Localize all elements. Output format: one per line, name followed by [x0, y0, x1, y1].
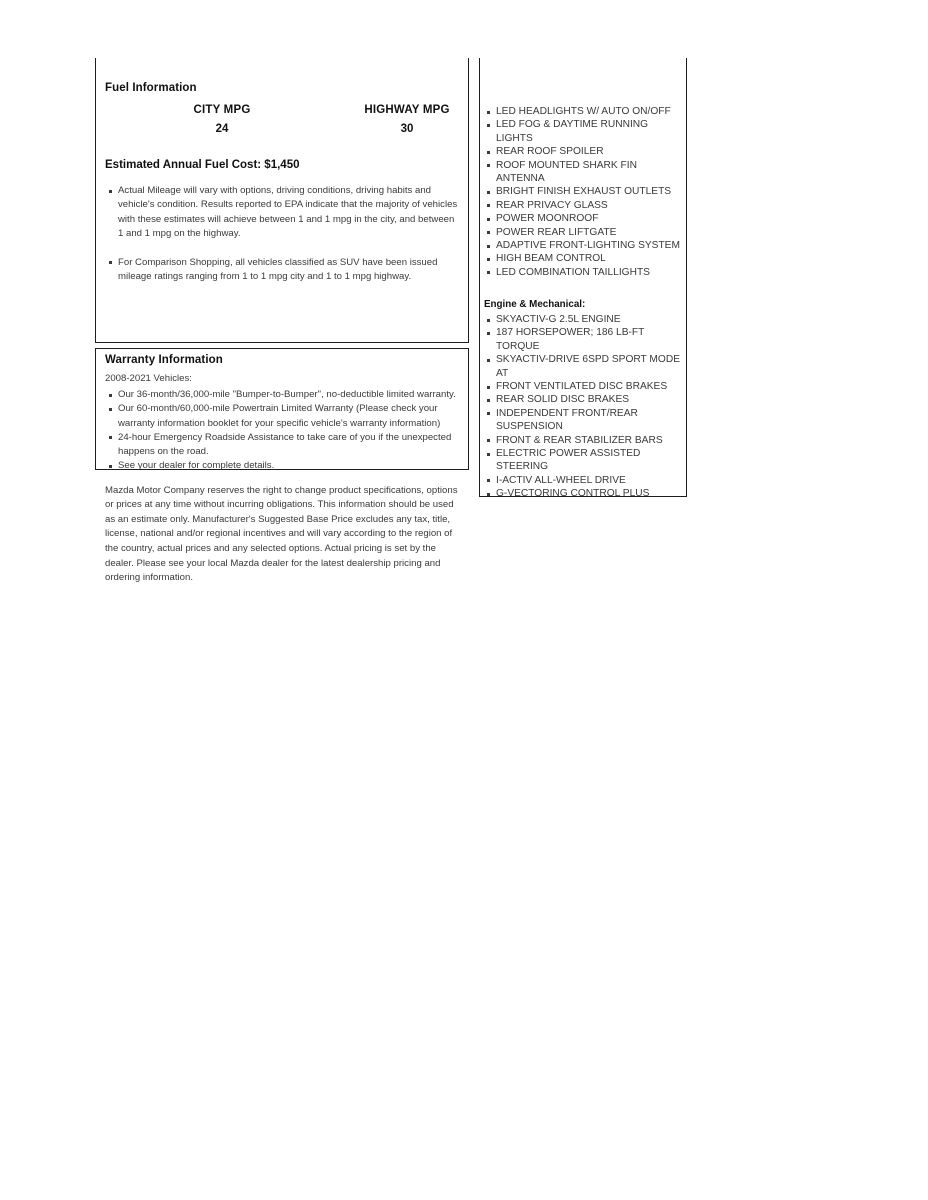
list-item: See your dealer for complete details.	[109, 459, 461, 473]
list-item: LED FOG & DAYTIME RUNNING LIGHTS	[487, 118, 683, 145]
list-item: Our 36-month/36,000-mile "Bumper-to-Bumper", no-deductible limited warranty.	[109, 388, 461, 402]
list-item: Our 60-month/60,000-mile Powertrain Limited Warranty (Please check your warranty information booklet for your specific vehicle's warranty information)	[109, 402, 461, 431]
list-item: REAR PRIVACY GLASS	[487, 199, 683, 212]
city-mpg-cell	[142, 104, 302, 135]
highway-mpg-label: HIGHWAY MPG	[364, 104, 450, 116]
engine-mechanical-list	[487, 313, 683, 501]
engine-mechanical-heading: Engine & Mechanical:	[484, 299, 586, 310]
features-panel	[479, 58, 687, 500]
list-item: ROOF MOUNTED SHARK FIN ANTENNA	[487, 159, 683, 186]
fuel-notes-list	[109, 184, 461, 298]
list-item: LED HEADLIGHTS W/ AUTO ON/OFF	[487, 105, 683, 118]
list-item: 24-hour Emergency Roadside Assistance to take care of you if the unexpected happens on the road.	[109, 431, 461, 460]
list-item: LED COMBINATION TAILLIGHTS	[487, 266, 683, 279]
warranty-intro-text: 2008-2021 Vehicles:	[105, 373, 192, 384]
list-item: REAR ROOF SPOILER	[487, 145, 683, 158]
list-item: FRONT VENTILATED DISC BRAKES	[487, 380, 683, 393]
fuel-information-panel	[95, 58, 469, 343]
fuel-information-heading: Fuel Information	[105, 82, 197, 94]
list-item: BRIGHT FINISH EXHAUST OUTLETS	[487, 185, 683, 198]
list-item: HIGH BEAM CONTROL	[487, 252, 683, 265]
list-item: REAR SOLID DISC BRAKES	[487, 393, 683, 406]
list-item: Actual Mileage will vary with options, driving conditions, driving habits and vehicle's condition. Results reported to EPA indicate that the majority of vehicles with these estimates will achieve between 1 and 1 mpg in the city, and between 1 and 1 mpg on the highway.	[109, 184, 461, 242]
legal-disclaimer-text: Mazda Motor Company reserves the right to change product specifications, options or prices at any time without incurring obligations. This information should be used as an estimate only. Manufacturer's Suggested Base Price excludes any tax, title, license, national and/or regional incentives and will vary according to the region of the country, actual prices and any selected options. Actual pricing is set by the dealer. Please see your local Mazda dealer for the latest dealership pricing and ordering information.	[105, 484, 458, 584]
list-item: I-ACTIV ALL-WHEEL DRIVE	[487, 474, 683, 487]
list-item: ADAPTIVE FRONT-LIGHTING SYSTEM	[487, 239, 683, 252]
city-mpg-label: CITY MPG	[193, 104, 251, 116]
warranty-information-heading: Warranty Information	[105, 354, 223, 366]
list-item: INDEPENDENT FRONT/REAR SUSPENSION	[487, 407, 683, 434]
highway-mpg-cell	[327, 104, 487, 135]
warranty-information-panel	[95, 348, 469, 470]
exterior-features-list	[487, 105, 683, 279]
city-mpg-value: 24	[215, 123, 229, 135]
warranty-items-list	[109, 388, 461, 474]
list-item: POWER MOONROOF	[487, 212, 683, 225]
list-item: POWER REAR LIFTGATE	[487, 226, 683, 239]
list-item: ELECTRIC POWER ASSISTED STEERING	[487, 447, 683, 474]
list-item: 187 HORSEPOWER; 186 LB-FT TORQUE	[487, 326, 683, 353]
highway-mpg-value: 30	[400, 123, 414, 135]
list-item: SKYACTIV-DRIVE 6SPD SPORT MODE AT	[487, 353, 683, 380]
list-item: G-VECTORING CONTROL PLUS	[487, 487, 683, 500]
list-item: FRONT & REAR STABILIZER BARS	[487, 434, 683, 447]
mpg-row	[96, 104, 468, 152]
estimated-annual-fuel-cost: Estimated Annual Fuel Cost: $1,450	[105, 159, 300, 171]
list-item: SKYACTIV-G 2.5L ENGINE	[487, 313, 683, 326]
list-item: For Comparison Shopping, all vehicles classified as SUV have been issued mileage ratings ranging from 1 to 1 mpg city and 1 to 1 mpg highway.	[109, 256, 461, 285]
